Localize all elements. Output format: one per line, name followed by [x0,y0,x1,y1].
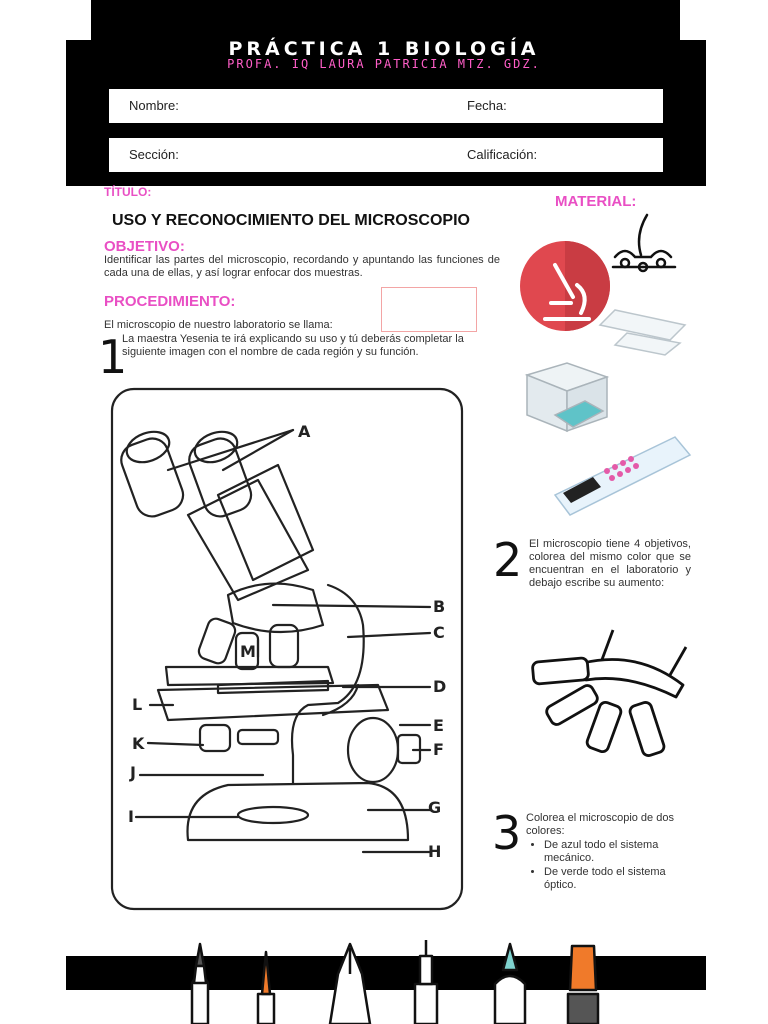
step-2-text: El microscopio tiene 4 objetivos, colorea del mismo color que se encuentran en el laboratorio y debajo escribe su aumento: [529,538,691,589]
diagram-label-d: D [433,677,447,696]
glass-slide-icon [600,310,685,355]
fecha-label: Fecha: [467,98,507,113]
practice-title: USO Y RECONOCIMIENTO DEL MICROSCOPIO [112,212,470,229]
diagram-label-j: J [130,763,136,782]
teacher-name: PROFA. IQ LAURA PATRICIA MTZ. GDZ. [227,57,541,71]
nombre-label: Nombre: [129,98,179,113]
diagram-label-a: A [298,422,311,441]
coarse-knob [348,718,398,782]
material-illustrations [515,205,695,525]
step-3-list [544,839,690,892]
diagram-label-b: B [433,597,446,616]
objectives-illustration [528,625,688,770]
marker-icon-6 [568,946,598,1024]
step-3-item-blue: • De azul todo el sistema mecánico. [544,839,690,865]
step-3-block [526,812,690,892]
diagram-border [112,389,462,909]
field-row-name-date [109,89,663,123]
diagram-label-e: E [433,716,444,735]
diagram-label-k: K [132,734,145,753]
titulo-label: TÍTULO: [104,185,152,199]
diagram-label-i: I [128,807,134,826]
page-title: PRÁCTICA 1 BIOLOGÍA [228,38,540,60]
diagram-label-f: F [433,740,444,759]
microscope-base [188,783,409,840]
calificacion-label: Calificación: [467,147,538,162]
step-1-number: 1 [98,330,128,384]
material-label: MATERIAL: [555,193,637,210]
objetivo-label: OBJETIVO: [104,238,185,255]
objetivo-text: Identificar las partes del microscopio, recordando y apuntando las funciones de cada una de ellas, y así lograr enfocar dos muestras. [104,254,500,279]
step-3-item-green: • De verde todo el sistema óptico. [544,866,690,892]
step-1-text: La maestra Yesenia te irá explicando su uso y tú deberás completar la siguiente imagen con el nombre de cada región y su función. [122,333,464,358]
seccion-label: Sección: [129,147,179,162]
step-2-number: 2 [493,533,523,587]
lab-microscope-text: El microscopio de nuestro laboratorio se llama: [104,319,333,331]
microscope-diagram [108,385,498,915]
marker-icon-5 [495,944,525,1024]
nosepiece-ring [583,659,683,697]
hair-follicle-icon [613,215,675,271]
markers-decoration [170,938,610,1024]
microscope-name-box[interactable] [381,287,477,332]
diagram-label-g: G [428,798,442,817]
diagram-label-m: M [240,642,256,661]
step-3-text: Colorea el microscopio de dos colores: [526,812,674,837]
stage [158,685,388,720]
diagram-label-l: L [132,695,143,714]
microscope-head [188,480,308,600]
sample-slide-icon [555,437,690,515]
marker-icon-4 [415,940,437,1024]
marker-icon-3 [330,944,370,1024]
field-row-section-grade [109,138,663,172]
diagram-label-h: H [428,842,442,861]
cover-slip-box-icon [527,363,607,431]
marker-icon-2 [258,952,274,1024]
step-3-number: 3 [492,806,522,860]
procedimiento-label: PROCEDIMIENTO: [104,293,236,310]
marker-icon-1 [192,944,208,1024]
diagram-label-c: C [433,623,445,642]
microscope-icon [520,241,610,331]
